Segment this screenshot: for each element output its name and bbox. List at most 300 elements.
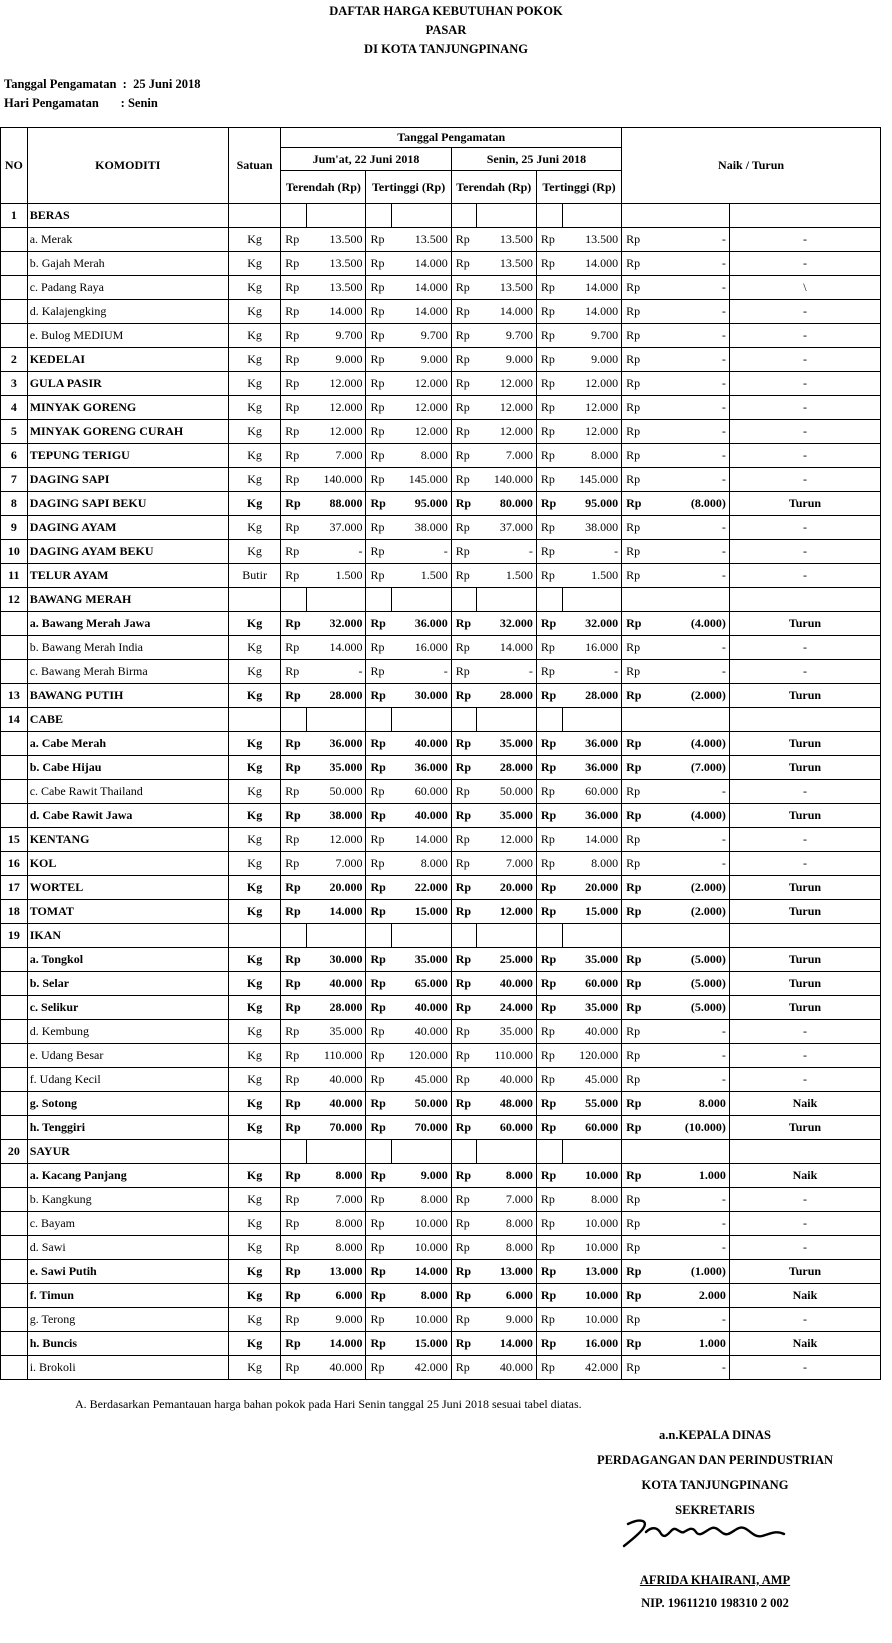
price-value: 36.000 [562,804,622,828]
row-number: 14 [1,708,28,732]
price-value: 120.000 [562,1044,622,1068]
price-cell [477,924,537,948]
row-number [1,1188,28,1212]
table-row [1,852,881,876]
currency-label: Rp [366,780,392,804]
unit-cell: Kg [228,468,280,492]
price-value: 9.000 [477,348,537,372]
table-row [1,516,881,540]
table-row [1,1356,881,1380]
row-number [1,612,28,636]
currency-label: Rp [622,348,648,372]
table-row [1,828,881,852]
currency-label: Rp [536,996,562,1020]
currency-label: Rp [451,1116,477,1140]
row-number: 13 [1,684,28,708]
diff-value: - [647,372,729,396]
currency-label: Rp [622,276,648,300]
price-value: 35.000 [306,756,366,780]
price-value: 35.000 [306,1020,366,1044]
currency-label: Rp [536,492,562,516]
commodity-name: b. Bawang Merah India [27,636,228,660]
status-value: Turun [729,612,880,636]
table-row [1,588,881,612]
price-value: 36.000 [306,732,366,756]
currency-label: Rp [451,732,477,756]
currency-label: Rp [622,852,648,876]
currency-label: Rp [536,348,562,372]
price-value: 13.500 [306,252,366,276]
currency-label: Rp [536,756,562,780]
currency-label: Rp [622,804,648,828]
table-row [1,1068,881,1092]
currency-label: Rp [536,372,562,396]
currency-label: Rp [536,252,562,276]
currency-label: Rp [622,612,648,636]
price-value: 40.000 [306,1092,366,1116]
currency-label: Rp [622,1116,648,1140]
commodity-name: a. Merak [27,228,228,252]
diff-value: 8.000 [647,1092,729,1116]
price-value: 15.000 [392,1332,452,1356]
price-value: 140.000 [477,468,537,492]
row-number [1,252,28,276]
signature-agency: PERDAGANGAN DAN PERINDUSTRIAN [596,1453,834,1467]
price-value: 7.000 [306,852,366,876]
currency-label: Rp [451,1356,477,1380]
table-row [1,300,881,324]
price-value: 14.000 [392,1260,452,1284]
currency-label: Rp [622,1164,648,1188]
currency-label: Rp [536,876,562,900]
currency-label: Rp [366,804,392,828]
price-value: 20.000 [477,876,537,900]
price-value: 35.000 [477,732,537,756]
status-value: - [729,228,880,252]
currency-label: Rp [536,540,562,564]
diff-value: (5.000) [647,972,729,996]
currency-label: Rp [536,1188,562,1212]
currency-label: Rp [281,564,307,588]
price-value: 40.000 [392,996,452,1020]
currency-label: Rp [451,372,477,396]
status-value: Turun [729,876,880,900]
currency-label: Rp [366,1284,392,1308]
unit-cell: Kg [228,876,280,900]
currency-label: Rp [451,684,477,708]
price-value: 40.000 [392,1020,452,1044]
unit-cell: Kg [228,372,280,396]
currency-label: Rp [451,276,477,300]
currency-label: Rp [281,636,307,660]
price-cell [451,924,477,948]
unit-cell: Kg [228,1260,280,1284]
currency-label: Rp [281,1188,307,1212]
status-value: - [729,516,880,540]
status-value: - [729,828,880,852]
commodity-name: a. Bawang Merah Jawa [27,612,228,636]
table-row [1,924,881,948]
currency-label: Rp [451,1308,477,1332]
header-no: NO [1,128,28,204]
price-value: 1.500 [392,564,452,588]
price-cell [536,588,562,612]
diff-cell [622,708,730,732]
currency-label: Rp [451,1092,477,1116]
commodity-name: KOL [27,852,228,876]
currency-label: Rp [536,1332,562,1356]
currency-label: Rp [281,852,307,876]
currency-label: Rp [622,420,648,444]
price-value: 7.000 [477,852,537,876]
row-number [1,660,28,684]
commodity-name: BERAS [27,204,228,228]
table-body [1,204,881,1380]
row-number [1,1308,28,1332]
price-value: 10.000 [392,1308,452,1332]
price-value: 38.000 [392,516,452,540]
price-value: 9.000 [306,1308,366,1332]
currency-label: Rp [366,420,392,444]
diff-value: - [647,348,729,372]
row-number: 6 [1,444,28,468]
currency-label: Rp [622,1308,648,1332]
table-row [1,1140,881,1164]
currency-label: Rp [536,1116,562,1140]
header-tanggal: Tanggal Pengamatan [281,128,622,148]
status-value: - [729,348,880,372]
status-value: - [729,324,880,348]
currency-label: Rp [622,1068,648,1092]
currency-label: Rp [281,300,307,324]
currency-label: Rp [366,852,392,876]
table-row [1,684,881,708]
price-cell [562,1140,622,1164]
commodity-name: e. Sawi Putih [27,1260,228,1284]
table-row [1,708,881,732]
diff-value: (2.000) [647,684,729,708]
currency-label: Rp [281,516,307,540]
commodity-name: i. Brokoli [27,1356,228,1380]
currency-label: Rp [366,1044,392,1068]
price-value: 14.000 [392,828,452,852]
unit-cell: Kg [228,948,280,972]
price-cell [536,1140,562,1164]
row-number [1,1236,28,1260]
currency-label: Rp [622,372,648,396]
commodity-name: d. Kalajengking [27,300,228,324]
currency-label: Rp [536,276,562,300]
status-value: - [729,1188,880,1212]
diff-value: - [647,564,729,588]
status-value: - [729,1356,880,1380]
table-row [1,1236,881,1260]
unit-cell: Kg [228,804,280,828]
unit-cell: Kg [228,852,280,876]
diff-value: (7.000) [647,756,729,780]
unit-cell: Kg [228,1236,280,1260]
diff-value: (4.000) [647,732,729,756]
unit-cell [228,588,280,612]
commodity-name: d. Cabe Rawit Jawa [27,804,228,828]
currency-label: Rp [281,372,307,396]
status-value: - [729,1068,880,1092]
price-value: 9.000 [562,348,622,372]
row-number [1,1332,28,1356]
currency-label: Rp [366,564,392,588]
currency-label: Rp [281,420,307,444]
unit-cell: Kg [228,276,280,300]
currency-label: Rp [451,300,477,324]
price-value: 10.000 [562,1212,622,1236]
unit-cell: Kg [228,420,280,444]
currency-label: Rp [536,300,562,324]
price-value: 10.000 [562,1308,622,1332]
table-row [1,612,881,636]
currency-label: Rp [451,564,477,588]
currency-label: Rp [536,732,562,756]
row-number: 10 [1,540,28,564]
row-number: 17 [1,876,28,900]
status-value: - [729,444,880,468]
price-value: 13.500 [477,276,537,300]
unit-cell: Kg [228,1212,280,1236]
diff-value: (4.000) [647,804,729,828]
table-row [1,252,881,276]
currency-label: Rp [281,540,307,564]
status-value: - [729,300,880,324]
currency-label: Rp [451,492,477,516]
row-number [1,732,28,756]
currency-label: Rp [281,780,307,804]
diff-value: - [647,228,729,252]
currency-label: Rp [451,636,477,660]
price-value: 42.000 [392,1356,452,1380]
price-value: 9.700 [392,324,452,348]
price-cell [451,588,477,612]
diff-value: - [647,636,729,660]
status-value: Turun [729,1116,880,1140]
status-value: Turun [729,756,880,780]
price-cell [306,588,366,612]
unit-cell: Kg [228,1308,280,1332]
header-low-1: Terendah (Rp) [281,171,366,204]
price-value: 14.000 [477,636,537,660]
price-value: 9.000 [477,1308,537,1332]
unit-cell: Kg [228,348,280,372]
price-value: 9.000 [392,1164,452,1188]
price-cell [536,924,562,948]
currency-label: Rp [281,1260,307,1284]
status-value: - [729,420,880,444]
currency-label: Rp [281,876,307,900]
price-value: 12.000 [306,396,366,420]
commodity-name: CABE [27,708,228,732]
price-value: 12.000 [562,420,622,444]
price-value: 28.000 [306,996,366,1020]
currency-label: Rp [281,900,307,924]
currency-label: Rp [451,1188,477,1212]
commodity-name: GULA PASIR [27,372,228,396]
currency-label: Rp [536,804,562,828]
table-row [1,276,881,300]
currency-label: Rp [622,660,648,684]
currency-label: Rp [451,1284,477,1308]
price-value: 42.000 [562,1356,622,1380]
currency-label: Rp [622,1284,648,1308]
price-value: 12.000 [562,396,622,420]
price-value: 6.000 [306,1284,366,1308]
price-value: 60.000 [392,780,452,804]
price-value: 14.000 [306,1332,366,1356]
diff-value: (8.000) [647,492,729,516]
currency-label: Rp [451,948,477,972]
price-value: 12.000 [392,372,452,396]
unit-cell: Kg [228,1116,280,1140]
status-value: - [729,468,880,492]
status-value: - [729,1020,880,1044]
currency-label: Rp [451,1164,477,1188]
unit-cell [228,708,280,732]
signature-city: KOTA TANJUNGPINANG [641,1478,789,1492]
price-value: 8.000 [306,1236,366,1260]
price-value: - [392,660,452,684]
status-value: - [729,396,880,420]
price-value: 35.000 [562,996,622,1020]
currency-label: Rp [622,636,648,660]
diff-value: (2.000) [647,900,729,924]
currency-label: Rp [366,636,392,660]
table-row [1,564,881,588]
currency-label: Rp [281,684,307,708]
price-cell [536,708,562,732]
price-table [0,127,881,1380]
diff-value: - [647,852,729,876]
unit-cell: Kg [228,780,280,804]
currency-label: Rp [622,300,648,324]
currency-label: Rp [451,516,477,540]
diff-value: 2.000 [647,1284,729,1308]
price-value: 14.000 [477,300,537,324]
handwritten-signature [620,1510,790,1555]
price-value: 24.000 [477,996,537,1020]
currency-label: Rp [366,732,392,756]
price-value: 35.000 [477,1020,537,1044]
currency-label: Rp [622,516,648,540]
price-value: 9.700 [477,324,537,348]
currency-label: Rp [536,1212,562,1236]
diff-cell [622,1140,730,1164]
currency-label: Rp [366,372,392,396]
currency-label: Rp [281,276,307,300]
commodity-name: f. Timun [27,1284,228,1308]
row-number: 3 [1,372,28,396]
price-value: 32.000 [477,612,537,636]
currency-label: Rp [536,1164,562,1188]
price-value: 14.000 [392,276,452,300]
currency-label: Rp [622,828,648,852]
status-value: Naik [729,1164,880,1188]
currency-label: Rp [622,876,648,900]
currency-label: Rp [281,1308,307,1332]
currency-label: Rp [536,828,562,852]
currency-label: Rp [622,468,648,492]
header-date-1: Jum'at, 22 Juni 2018 [281,148,451,171]
price-value: 50.000 [392,1092,452,1116]
currency-label: Rp [451,1044,477,1068]
currency-label: Rp [536,1356,562,1380]
price-value: 37.000 [477,516,537,540]
price-cell [366,708,392,732]
commodity-name: c. Selikur [27,996,228,1020]
price-value: - [477,660,537,684]
currency-label: Rp [536,564,562,588]
price-cell [477,708,537,732]
price-value: 45.000 [392,1068,452,1092]
currency-label: Rp [536,612,562,636]
currency-label: Rp [366,1308,392,1332]
currency-label: Rp [366,1116,392,1140]
currency-label: Rp [536,228,562,252]
price-value: 35.000 [562,948,622,972]
observation-date: Tanggal Pengamatan : 25 Juni 2018 [4,77,201,91]
table-row [1,1164,881,1188]
table-row [1,444,881,468]
currency-label: Rp [451,1260,477,1284]
price-value: 40.000 [306,1068,366,1092]
currency-label: Rp [536,420,562,444]
diff-value: - [647,540,729,564]
price-value: 55.000 [562,1092,622,1116]
status-value: - [729,636,880,660]
table-row [1,804,881,828]
currency-label: Rp [622,540,648,564]
price-cell [306,1140,366,1164]
currency-label: Rp [366,1092,392,1116]
currency-label: Rp [281,996,307,1020]
currency-label: Rp [622,492,648,516]
price-value: 70.000 [306,1116,366,1140]
commodity-name: DAGING AYAM [27,516,228,540]
currency-label: Rp [366,1332,392,1356]
currency-label: Rp [366,300,392,324]
currency-label: Rp [451,1068,477,1092]
currency-label: Rp [622,684,648,708]
diff-value: - [647,1356,729,1380]
commodity-name: e. Bulog MEDIUM [27,324,228,348]
row-number [1,1260,28,1284]
status-cell [729,204,880,228]
currency-label: Rp [622,732,648,756]
price-cell [477,204,537,228]
currency-label: Rp [451,780,477,804]
table-row [1,228,881,252]
currency-label: Rp [451,1020,477,1044]
status-value: Turun [729,996,880,1020]
unit-cell: Kg [228,444,280,468]
currency-label: Rp [281,1236,307,1260]
price-value: 50.000 [306,780,366,804]
price-cell [451,708,477,732]
price-value: 28.000 [477,684,537,708]
price-value: 35.000 [392,948,452,972]
commodity-name: IKAN [27,924,228,948]
currency-label: Rp [536,852,562,876]
currency-label: Rp [366,348,392,372]
unit-cell: Kg [228,1068,280,1092]
currency-label: Rp [451,756,477,780]
table-row [1,396,881,420]
